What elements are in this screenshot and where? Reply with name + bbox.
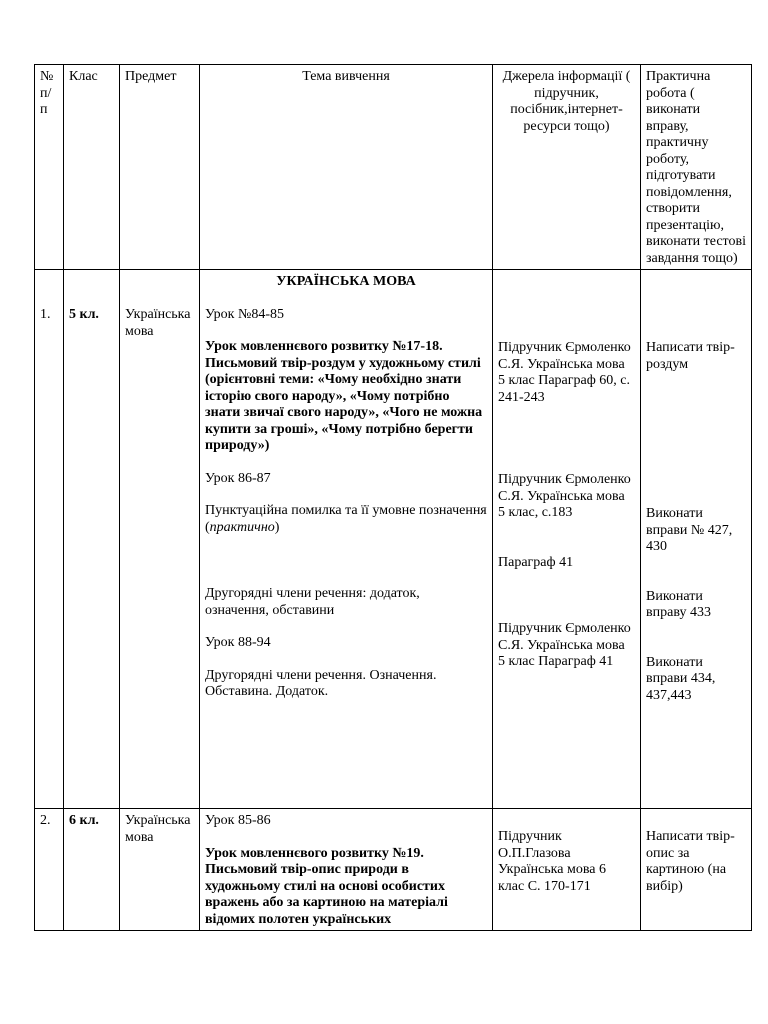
header-subject: Предмет	[120, 65, 200, 270]
lesson-number: Урок 85-86	[205, 813, 271, 828]
row-class	[64, 270, 120, 809]
header-class: Клас	[64, 65, 120, 270]
lesson-topic: Другорядні члени речення: додаток, означення, обставини	[205, 586, 420, 618]
lesson-topic	[205, 503, 487, 536]
section-title: УКРАЇНСЬКА МОВА	[276, 274, 416, 289]
header-sources: Джерела інформації ( підручник, посібник,інтернет-ресурси тощо)	[493, 65, 641, 270]
row-num	[35, 809, 64, 931]
row-class	[64, 809, 120, 931]
practical-text: Написати твір-опис за картиною (на вибір)	[646, 829, 735, 894]
row-num-value: 1.	[40, 307, 51, 322]
lesson-plan-table	[34, 64, 752, 931]
row-num	[35, 270, 64, 809]
row-class-value: 5 кл.	[69, 307, 99, 322]
source-text: Підручник Єрмоленко С.Я. Українська мова 5 клас Параграф 41	[498, 621, 631, 669]
lesson-topic: Урок мовленнєвого розвитку №19. Письмовий твір-опис природи в художньому стилі на основі особистих вражень або за картиною на матеріалі відомих полотен українських	[205, 845, 448, 927]
row-sources	[493, 809, 641, 931]
row-sources	[493, 270, 641, 809]
lesson-number: Урок 86-87	[205, 470, 271, 486]
source-text: Підручник Єрмоленко С.Я. Українська мова 5 клас Параграф 60, с. 241-243	[498, 340, 631, 405]
row-topic	[200, 809, 493, 931]
table-header-row	[35, 65, 752, 270]
topic-text: Пунктуаційна помилка та її умовне позначення (	[205, 503, 487, 535]
source-text: Підручник Єрмоленко С.Я. Українська мова 5 клас, с.183	[498, 472, 631, 520]
practical-text: Виконати вправу 433	[646, 588, 711, 620]
lesson-topic: Другорядні члени речення. Означення. Обставина. Додаток.	[205, 667, 437, 699]
lesson-number: Урок 88-94	[205, 635, 271, 650]
header-practical: Практична робота ( виконати вправу, практичну роботу, підготувати повідомлення, створити презентацію, виконати тестові завдання тощо)	[641, 65, 752, 270]
row-subject-value: Українська мова	[125, 307, 191, 339]
table-row	[35, 809, 752, 931]
lesson-topic: Урок мовленнєвого розвитку №17-18. Письмовий твір-роздум у художньому стилі (орієнтовні теми: «Чому необхідно знати історію свого народу», «Чому потрібно знати звичаї свого народу», «Чого не можна купити за гроші», «Чому потрібно берегти природу»)	[205, 339, 483, 453]
row-subject	[120, 809, 200, 931]
topic-italic-text: практично	[209, 519, 275, 535]
practical-text: Виконати вправи 434, 437,443	[646, 654, 716, 703]
row-class-value: 6 кл.	[69, 813, 99, 828]
table-row	[35, 270, 752, 809]
row-topic	[200, 270, 493, 809]
header-num: № п/п	[35, 65, 64, 270]
practical-text: Написати твір-роздум	[646, 340, 735, 372]
lesson-number: Урок №84-85	[205, 306, 285, 322]
source-text: Підручник О.П.Глазова Українська мова 6 клас С. 170-171	[498, 829, 606, 894]
topic-text-end: )	[274, 519, 280, 535]
source-text: Параграф 41	[498, 554, 574, 570]
row-practical	[641, 270, 752, 809]
row-num-value: 2.	[40, 813, 51, 828]
row-practical	[641, 809, 752, 931]
header-topic: Тема вивчення	[200, 65, 493, 270]
practical-text: Виконати вправи № 427, 430	[646, 506, 733, 554]
row-subject-value: Українська мова	[125, 813, 191, 845]
row-subject	[120, 270, 200, 809]
